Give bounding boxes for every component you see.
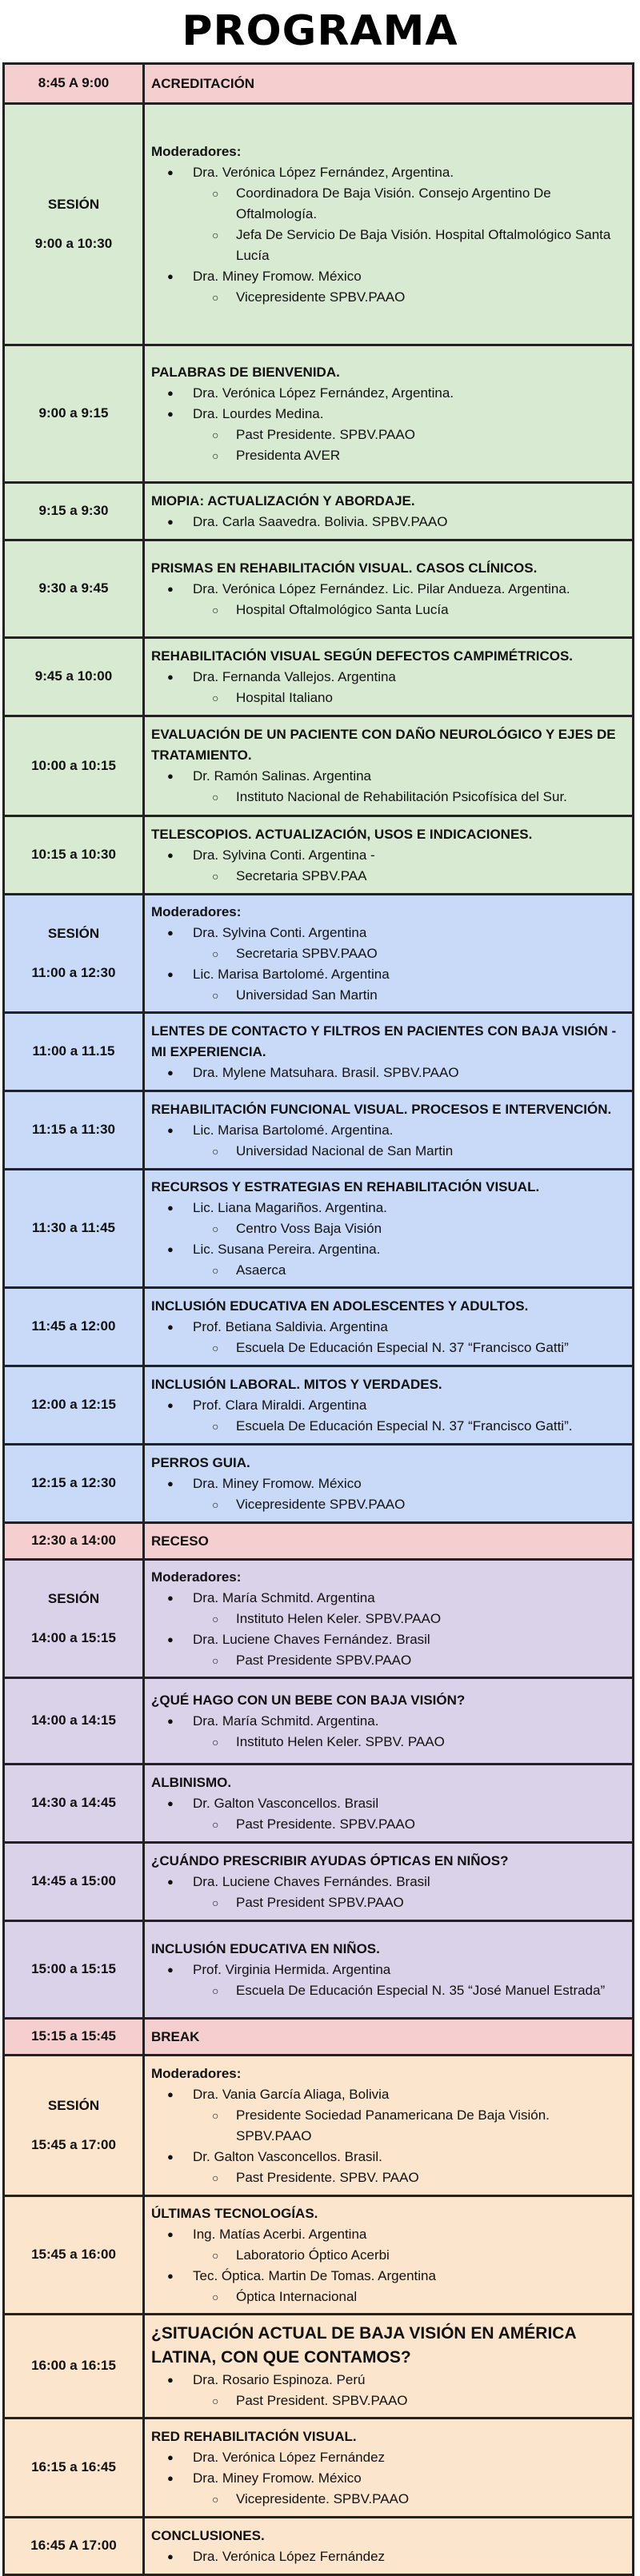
- time-range: 16:15 a 16:45: [31, 2459, 116, 2475]
- time-cell: [5, 1922, 145, 2017]
- speaker-item: [193, 1239, 626, 1281]
- affiliation-list: [193, 1260, 626, 1281]
- speaker-item: [193, 1198, 626, 1239]
- speaker-list: [151, 1198, 626, 1281]
- speaker-item: [193, 964, 626, 1006]
- affiliation-item: ○ Asaerca: [236, 1260, 626, 1281]
- schedule-row: [5, 1446, 632, 1524]
- speaker-item: [193, 1960, 626, 2001]
- speaker-name: Dr. Galton Vasconcellos. Brasil.: [193, 2148, 382, 2164]
- speaker-list: [151, 667, 626, 708]
- affiliation-list: [193, 425, 626, 466]
- speaker-name: Dra. Miney Fromow. México: [193, 268, 362, 284]
- activity-title: EVALUACIÓN DE UN PACIENTE CON DAÑO NEUROLÓGICO Y EJES DE TRATAMIENTO.: [151, 727, 616, 763]
- activity-title: REHABILITACIÓN VISUAL SEGÚN DEFECTOS CAMPIMÉTRICOS.: [151, 648, 574, 664]
- time-range: 12:00 a 12:15: [31, 1397, 116, 1413]
- time-range: 11:00 a 11.15: [32, 1043, 115, 1059]
- time-cell: [5, 817, 145, 893]
- time-range: 10:15 a 10:30: [31, 847, 116, 863]
- activity-title: ACREDITACIÓN: [151, 75, 255, 91]
- time-range: 11:00 a 12:30: [31, 964, 116, 980]
- affiliation-item: ○ Past Presidente. SPBV.PAAO: [236, 425, 626, 445]
- speaker-item: [193, 579, 626, 620]
- content-cell: [145, 65, 632, 102]
- time-cell: [5, 65, 145, 102]
- time-range: 9:45 a 10:00: [34, 668, 113, 684]
- affiliation-item: ○ Presidenta AVER: [236, 445, 626, 466]
- speaker-name: Dra. Fernanda Vallejos. Argentina: [193, 668, 396, 684]
- speaker-name: Dra. Verónica López Fernández, Argentina.: [193, 385, 454, 401]
- speaker-list: [151, 2546, 626, 2567]
- session-label: SESIÓN: [47, 197, 100, 213]
- affiliation-list: [193, 866, 626, 887]
- schedule-row: [5, 817, 632, 895]
- speaker-item: [193, 1120, 626, 1162]
- affiliation-list: [193, 600, 626, 620]
- affiliation-item: ○ Vicepresidente SPBV.PAAO: [236, 287, 626, 308]
- affiliation-item: ○ Jefa De Servicio De Baja Visión. Hospital Oftalmológico Santa Lucía: [236, 225, 626, 266]
- time-cell: [5, 346, 145, 481]
- schedule-row: [5, 2020, 632, 2056]
- content-cell: [145, 1289, 632, 1365]
- speaker-name: Dra. Sylvina Conti. Argentina: [193, 924, 367, 940]
- speaker-list: [151, 766, 626, 807]
- affiliation-item: ○ Centro Voss Baja Visión: [236, 1218, 626, 1239]
- time-cell: [5, 717, 145, 815]
- speaker-list: [151, 2084, 626, 2188]
- time-cell: [5, 1014, 145, 1090]
- speaker-item: [193, 667, 626, 708]
- activity-title: INCLUSIÓN EDUCATIVA EN NIÑOS.: [151, 1940, 380, 1956]
- speaker-name: Prof. Betiana Saldivia. Argentina: [193, 1318, 388, 1334]
- speaker-list: [151, 2447, 626, 2510]
- speaker-name: Tec. Óptica. Martin De Tomas. Argentina: [193, 2267, 436, 2283]
- speaker-name: Dra. María Schmitd. Argentina: [193, 1589, 375, 1605]
- time-cell: [5, 1524, 145, 1558]
- speaker-list: [151, 2224, 626, 2307]
- affiliation-list: [193, 1814, 626, 1835]
- speaker-list: [151, 1063, 626, 1083]
- content-cell: [145, 1561, 632, 1677]
- schedule-row: [5, 2315, 632, 2419]
- affiliation-item: ○ Escuela De Educación Especial N. 37 “Francisco Gatti”.: [236, 1416, 626, 1437]
- page-title: PROGRAMA: [182, 7, 458, 55]
- speaker-item: [193, 1711, 626, 1753]
- speaker-name: Dra. Luciene Chaves Fernández. Brasil: [193, 1631, 430, 1647]
- time-range: 15:45 a 16:00: [31, 2247, 116, 2263]
- activity-title: ¿SITUACIÓN ACTUAL DE BAJA VISIÓN EN AMÉRICA LATINA, CON QUE CONTAMOS?: [151, 2323, 576, 2367]
- activity-title: Moderadores:: [151, 903, 242, 919]
- speaker-list: [151, 512, 626, 532]
- speaker-item: [193, 2147, 626, 2188]
- speaker-list: [151, 162, 626, 308]
- affiliation-item: ○ Vicepresidente SPBV.PAAO: [236, 1494, 626, 1515]
- affiliation-list: [193, 1494, 626, 1515]
- content-cell: [145, 1367, 632, 1443]
- time-range: 14:00 a 14:15: [31, 1713, 116, 1729]
- speaker-list: [151, 1711, 626, 1753]
- time-range: 9:30 a 9:45: [38, 580, 109, 596]
- content-cell: [145, 1844, 632, 1920]
- activity-title: Moderadores:: [151, 143, 242, 159]
- time-cell: [5, 1765, 145, 1841]
- affiliation-list: [193, 1892, 626, 1913]
- time-range: 9:15 a 9:30: [38, 503, 109, 519]
- speaker-item: [193, 845, 626, 887]
- content-cell: [145, 1014, 632, 1090]
- speaker-item: [193, 923, 626, 964]
- speaker-item: [193, 266, 626, 308]
- session-label: SESIÓN: [47, 926, 100, 942]
- speaker-list: [151, 845, 626, 887]
- content-cell: [145, 346, 632, 481]
- time-range: 11:45 a 12:00: [31, 1318, 116, 1334]
- affiliation-item: ○ Past Presidente. SPBV. PAAO: [236, 2167, 626, 2188]
- schedule-row: [5, 1289, 632, 1367]
- content-cell: [145, 2197, 632, 2313]
- speaker-name: Dr. Galton Vasconcellos. Brasil: [193, 1795, 379, 1811]
- affiliation-item: ○ Universidad San Martin: [236, 985, 626, 1006]
- time-range: 10:00 a 10:15: [31, 757, 116, 773]
- affiliation-item: ○ Hospital Oftalmológico Santa Lucía: [236, 600, 626, 620]
- speaker-item: [193, 162, 626, 266]
- affiliation-list: [193, 1609, 626, 1629]
- activity-title: ¿CUÁNDO PRESCRIBIR AYUDAS ÓPTICAS EN NIÑOS?: [151, 1852, 509, 1868]
- schedule-row: [5, 2056, 632, 2197]
- affiliation-list: [193, 787, 626, 807]
- speaker-list: [151, 1872, 626, 1913]
- time-cell: [5, 1092, 145, 1168]
- activity-title: RECURSOS Y ESTRATEGIAS EN REHABILITACIÓN VISUAL.: [151, 1178, 540, 1194]
- activity-title: INCLUSIÓN EDUCATIVA EN ADOLESCENTES Y ADULTOS.: [151, 1298, 529, 1314]
- speaker-list: [151, 1473, 626, 1515]
- content-cell: [145, 717, 632, 815]
- activity-title: BREAK: [151, 2028, 200, 2044]
- speaker-name: Dra. Miney Fromow. México: [193, 2470, 362, 2486]
- activity-title: ¿QUÉ HAGO CON UN BEBE CON BAJA VISIÓN?: [151, 1692, 466, 1708]
- affiliation-list: [193, 2167, 626, 2188]
- time-cell: [5, 1170, 145, 1286]
- activity-title: REHABILITACIÓN FUNCIONAL VISUAL. PROCESOS E INTERVENCIÓN.: [151, 1101, 612, 1117]
- time-range: 11:15 a 11:30: [32, 1122, 115, 1138]
- content-cell: [145, 1092, 632, 1168]
- speaker-name: Lic. Marisa Bartolomé. Argentina.: [193, 1122, 394, 1138]
- schedule-row: [5, 484, 632, 541]
- affiliation-item: ○ Vicepresidente. SPBV.PAAO: [236, 2489, 626, 2510]
- affiliation-list: [193, 2489, 626, 2510]
- time-range: 8:45 A 9:00: [38, 75, 110, 91]
- speaker-item: [193, 383, 626, 404]
- schedule-row: [5, 895, 632, 1014]
- schedule-row: [5, 346, 632, 484]
- time-cell: [5, 2419, 145, 2516]
- speaker-list: [151, 1120, 626, 1162]
- speaker-item: [193, 2546, 626, 2567]
- speaker-list: [151, 383, 626, 466]
- speaker-list: [151, 1793, 626, 1835]
- time-cell: [5, 1289, 145, 1365]
- speaker-name: Dra. Luciene Chaves Fernándes. Brasil: [193, 1873, 430, 1889]
- affiliation-item: ○ Laboratorio Óptico Acerbi: [236, 2245, 626, 2266]
- schedule-row: [5, 541, 632, 639]
- time-range: 16:45 A 17:00: [30, 2538, 117, 2554]
- time-cell: [5, 484, 145, 539]
- content-cell: [145, 541, 632, 636]
- speaker-name: Lic. Marisa Bartolomé. Argentina: [193, 966, 390, 982]
- time-cell: [5, 105, 145, 344]
- time-cell: [5, 2197, 145, 2313]
- content-cell: [145, 1922, 632, 2017]
- time-range: 14:45 a 15:00: [31, 1873, 116, 1889]
- speaker-name: Prof. Clara Miraldi. Argentina: [193, 1397, 367, 1413]
- speaker-item: [193, 2084, 626, 2147]
- affiliation-list: [193, 985, 626, 1006]
- time-cell: [5, 1679, 145, 1763]
- affiliation-item: ○ Instituto Helen Keler. SPBV.PAAO: [236, 1609, 626, 1629]
- content-cell: [145, 639, 632, 715]
- time-range: 15:15 a 15:45: [31, 2028, 116, 2044]
- speaker-list: [151, 923, 626, 1006]
- schedule-row: [5, 105, 632, 346]
- content-cell: [145, 895, 632, 1011]
- affiliation-item: ○ Past Presidente SPBV.PAAO: [236, 1650, 626, 1671]
- activity-title: LENTES DE CONTACTO Y FILTROS EN PACIENTES CON BAJA VISIÓN - MI EXPERIENCIA.: [151, 1023, 617, 1059]
- time-cell: [5, 2056, 145, 2195]
- speaker-item: [193, 2266, 626, 2307]
- time-range: 15:45 a 17:00: [31, 2136, 116, 2152]
- affiliation-list: [193, 2245, 626, 2266]
- time-range: 16:00 a 16:15: [31, 2358, 116, 2374]
- affiliation-item: ○ Hospital Italiano: [236, 688, 626, 708]
- speaker-name: Lic. Susana Pereira. Argentina.: [193, 1241, 381, 1257]
- speaker-item: [193, 766, 626, 807]
- affiliation-list: [193, 2391, 626, 2411]
- activity-title: PRISMAS EN REHABILITACIÓN VISUAL. CASOS CLÍNICOS.: [151, 560, 538, 576]
- schedule-row: [5, 1092, 632, 1170]
- content-cell: [145, 817, 632, 893]
- speaker-list: [151, 579, 626, 620]
- time-range: 9:00 a 9:15: [38, 405, 109, 421]
- speaker-list: [151, 2370, 626, 2411]
- content-cell: [145, 484, 632, 539]
- schedule-row: [5, 639, 632, 717]
- activity-title: ÚLTIMAS TECNOLOGÍAS.: [151, 2205, 318, 2221]
- affiliation-item: ○ Secretaria SPBV.PAAO: [236, 943, 626, 964]
- affiliation-item: ○ Escuela De Educación Especial N. 37 “Francisco Gatti”: [236, 1338, 626, 1358]
- speaker-list: [151, 1395, 626, 1437]
- activity-title: ALBINISMO.: [151, 1774, 232, 1790]
- time-cell: [5, 895, 145, 1011]
- content-cell: [145, 2056, 632, 2195]
- speaker-name: Dra. Verónica López Fernández: [193, 2548, 386, 2564]
- content-cell: [145, 2315, 632, 2417]
- affiliation-list: [193, 183, 626, 266]
- affiliation-item: ○ Universidad Nacional de San Martin: [236, 1141, 626, 1162]
- activity-title: INCLUSIÓN LABORAL. MITOS Y VERDADES.: [151, 1376, 442, 1392]
- speaker-name: Dra. Sylvina Conti. Argentina -: [193, 847, 375, 863]
- speaker-name: Dra. Carla Saavedra. Bolivia. SPBV.PAAO: [193, 513, 448, 529]
- session-label: SESIÓN: [47, 1591, 100, 1607]
- schedule-row: [5, 1170, 632, 1289]
- time-range: 9:00 a 10:30: [34, 235, 113, 251]
- schedule-row: [5, 1367, 632, 1446]
- time-range: 15:00 a 15:15: [31, 1961, 116, 1977]
- speaker-item: [193, 2447, 626, 2468]
- time-range: 14:00 a 15:15: [31, 1629, 116, 1645]
- affiliation-item: ○ Presidente Sociedad Panamericana De Baja Visión. SPBV.PAAO: [236, 2105, 626, 2147]
- activity-title: RED REHABILITACIÓN VISUAL.: [151, 2428, 357, 2444]
- activity-title: RECESO: [151, 1533, 209, 1549]
- speaker-item: [193, 1317, 626, 1358]
- affiliation-item: ○ Secretaria SPBV.PAA: [236, 866, 626, 887]
- speaker-name: Ing. Matías Acerbi. Argentina: [193, 2226, 367, 2242]
- time-cell: [5, 639, 145, 715]
- time-cell: [5, 1561, 145, 1677]
- time-cell: [5, 1367, 145, 1443]
- activity-title: CONCLUSIONES.: [151, 2527, 265, 2543]
- speaker-name: Dra. María Schmitd. Argentina.: [193, 1713, 379, 1729]
- speaker-item: [193, 1872, 626, 1913]
- speaker-list: [151, 1588, 626, 1671]
- affiliation-list: [193, 1141, 626, 1162]
- time-range: 11:30 a 11:45: [32, 1220, 115, 1236]
- content-cell: [145, 1170, 632, 1286]
- affiliation-item: ○ Escuela De Educación Especial N. 35 “José Manuel Estrada”: [236, 1980, 626, 2001]
- speaker-name: Dra. Miney Fromow. México: [193, 1475, 362, 1491]
- activity-title: PALABRAS DE BIENVENIDA.: [151, 364, 340, 380]
- affiliation-item: ○ Coordinadora De Baja Visión. Consejo Argentino De Oftalmología.: [236, 183, 626, 225]
- time-range: 12:30 a 14:00: [31, 1533, 116, 1549]
- affiliation-item: ○ Past President SPBV.PAAO: [236, 1892, 626, 1913]
- speaker-name: Lic. Liana Magariños. Argentina.: [193, 1199, 387, 1215]
- content-cell: [145, 105, 632, 344]
- time-range: 14:30 a 14:45: [31, 1795, 116, 1811]
- affiliation-item: ○ Óptica Internacional: [236, 2287, 626, 2307]
- schedule-row: [5, 1922, 632, 2020]
- activity-title: Moderadores:: [151, 1569, 242, 1585]
- schedule-row: [5, 717, 632, 817]
- affiliation-list: [193, 1732, 626, 1753]
- affiliation-list: [193, 1218, 626, 1239]
- speaker-name: Prof. Virginia Hermida. Argentina: [193, 1961, 391, 1977]
- schedule-row: [5, 1765, 632, 1844]
- affiliation-list: [193, 1980, 626, 2001]
- schedule-row: [5, 1679, 632, 1765]
- speaker-item: [193, 1793, 626, 1835]
- speaker-item: [193, 404, 626, 466]
- content-cell: [145, 1679, 632, 1763]
- schedule-row: [5, 65, 632, 105]
- speaker-name: Dra. Rosario Espinoza. Perú: [193, 2371, 366, 2387]
- time-cell: [5, 2020, 145, 2054]
- time-cell: [5, 541, 145, 636]
- time-cell: [5, 2518, 145, 2574]
- speaker-name: Dra. Vania García Aliaga, Bolivia: [193, 2086, 390, 2102]
- speaker-item: [193, 1395, 626, 1437]
- affiliation-item: ○ Past President. SPBV.PAAO: [236, 2391, 626, 2411]
- schedule-row: [5, 2197, 632, 2315]
- schedule-row: [5, 2419, 632, 2518]
- affiliation-list: [193, 287, 626, 308]
- schedule-row: [5, 1014, 632, 1092]
- affiliation-list: [193, 688, 626, 708]
- time-cell: [5, 2315, 145, 2417]
- speaker-list: [151, 1317, 626, 1358]
- speaker-name: Dra. Verónica López Fernández. Lic. Pilar Andueza. Argentina.: [193, 580, 570, 596]
- time-cell: [5, 1446, 145, 1521]
- affiliation-item: ○ Instituto Nacional de Rehabilitación Psicofísica del Sur.: [236, 787, 626, 807]
- speaker-name: Dr. Ramón Salinas. Argentina: [193, 768, 372, 784]
- affiliation-list: [193, 2287, 626, 2307]
- content-cell: [145, 1765, 632, 1841]
- speaker-name: Dra. Verónica López Fernández, Argentina.: [193, 164, 454, 180]
- time-cell: [5, 1844, 145, 1920]
- content-cell: [145, 2419, 632, 2516]
- schedule-row: [5, 1844, 632, 1922]
- schedule-row: [5, 2518, 632, 2576]
- speaker-name: Dra. Mylene Matsuhara. Brasil. SPBV.PAAO: [193, 1064, 459, 1080]
- content-cell: [145, 2518, 632, 2574]
- time-range: 12:15 a 12:30: [31, 1475, 116, 1491]
- speaker-item: [193, 2224, 626, 2266]
- session-label: SESIÓN: [47, 2098, 100, 2114]
- speaker-item: [193, 2370, 626, 2411]
- speaker-item: [193, 2468, 626, 2510]
- schedule-row: [5, 1561, 632, 1679]
- affiliation-list: [193, 2105, 626, 2147]
- content-cell: [145, 2020, 632, 2054]
- speaker-name: Dra. Lourdes Medina.: [193, 405, 324, 421]
- affiliation-list: [193, 1416, 626, 1437]
- speaker-name: Dra. Verónica López Fernández: [193, 2449, 386, 2465]
- affiliation-list: [193, 1338, 626, 1358]
- affiliation-list: [193, 943, 626, 964]
- activity-title: PERROS GUIA.: [151, 1454, 250, 1470]
- program-table: [2, 62, 634, 2576]
- content-cell: [145, 1524, 632, 1558]
- speaker-list: [151, 1960, 626, 2001]
- speaker-item: [193, 1588, 626, 1629]
- speaker-item: [193, 1063, 626, 1083]
- content-cell: [145, 1446, 632, 1521]
- activity-title: MIOPIA: ACTUALIZACIÓN Y ABORDAJE.: [151, 492, 415, 508]
- affiliation-item: ○ Past Presidente. SPBV.PAAO: [236, 1814, 626, 1835]
- speaker-item: [193, 1629, 626, 1671]
- activity-title: TELESCOPIOS. ACTUALIZACIÓN, USOS E INDICACIONES.: [151, 826, 533, 842]
- affiliation-item: ○ Instituto Helen Keler. SPBV. PAAO: [236, 1732, 626, 1753]
- speaker-item: [193, 512, 626, 532]
- affiliation-list: [193, 1650, 626, 1671]
- schedule-row: [5, 1524, 632, 1561]
- speaker-item: [193, 1473, 626, 1515]
- activity-title: Moderadores:: [151, 2065, 242, 2081]
